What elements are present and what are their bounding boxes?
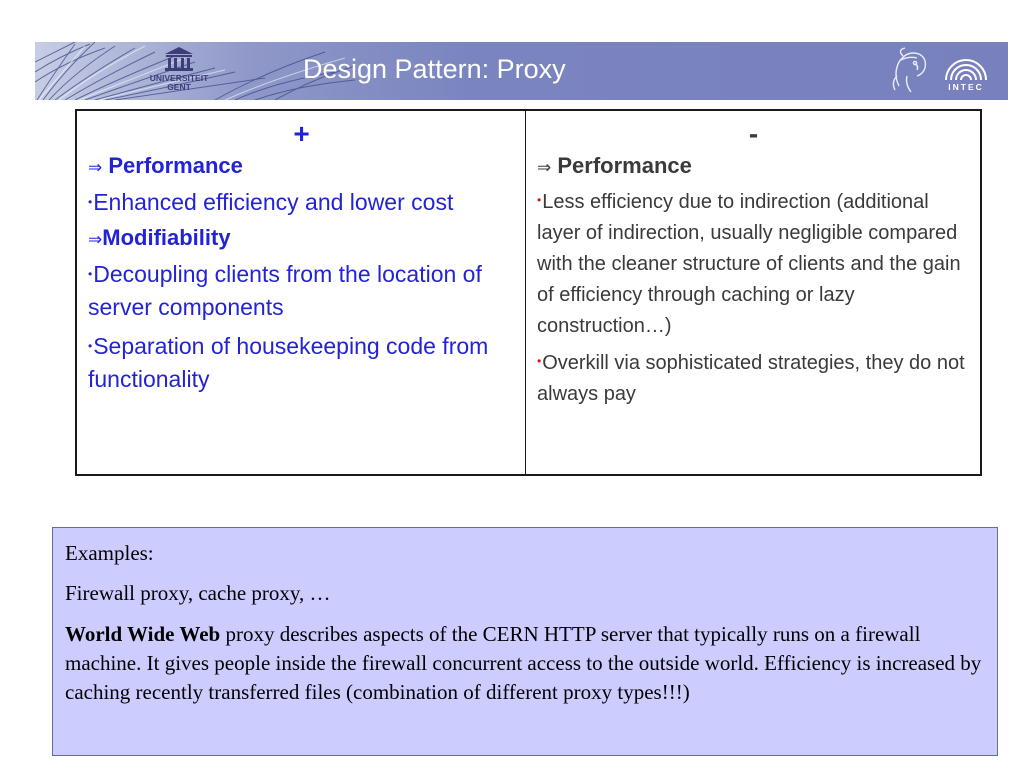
pros-heading-performance-label: Performance: [108, 153, 243, 178]
implies-arrow-icon: ⇒: [88, 230, 103, 249]
university-building-icon: [139, 46, 219, 72]
bullet-icon: •: [88, 339, 93, 353]
cons-symbol: -: [748, 118, 759, 149]
pros-heading-performance: [88, 153, 515, 181]
intec-logo: [940, 48, 992, 96]
implies-arrow-icon: ⇒: [88, 158, 103, 177]
university-logo-line-2: GENT: [167, 82, 191, 92]
pros-cons-table: [75, 109, 982, 476]
cons-item-text: Less efficiency due to indirection (additional layer of indirection, usually negligible compared with the cleaner structure of clients and the gain of efficiency through caching or lazy construction…): [537, 191, 961, 337]
examples-box: [52, 527, 998, 756]
pros-heading-modifiability-label: Modifiability: [102, 225, 231, 250]
examples-description: [65, 620, 985, 707]
pros-symbol: +: [293, 118, 310, 149]
cons-item: [537, 346, 970, 410]
pros-item: [88, 186, 515, 219]
cons-item-text: Overkill via sophisticated strategies, they do not always pay: [537, 352, 965, 405]
page-title: Design Pattern: Proxy: [303, 54, 566, 84]
university-logo-line-1: UNIVERSITEIT: [149, 73, 209, 83]
bullet-icon: •: [88, 195, 93, 209]
classical-head-icon: [885, 46, 933, 96]
intec-arches-icon: [940, 48, 992, 82]
examples-list: Firewall proxy, cache proxy, …: [65, 581, 331, 605]
pros-heading-modifiability: [88, 225, 515, 253]
pros-item-text: Separation of housekeeping code from functionality: [88, 333, 489, 392]
bullet-icon: •: [88, 267, 93, 281]
university-logo: [139, 46, 219, 96]
cons-item: [537, 185, 970, 342]
cons-column: [526, 111, 980, 474]
header-banner: [35, 42, 1008, 100]
examples-emphasis: World Wide Web: [65, 622, 221, 646]
pros-item-text: Decoupling clients from the location of server components: [88, 261, 482, 320]
bullet-icon: •: [537, 354, 542, 368]
cons-heading-performance: [537, 153, 970, 181]
bullet-icon: •: [537, 193, 542, 207]
pros-item-text: Enhanced efficiency and lower cost: [93, 189, 454, 215]
pros-column: [77, 111, 526, 474]
pros-item: [88, 330, 515, 396]
examples-description-text: proxy describes aspects of the CERN HTTP server that typically runs on a firewall machine. It gives people inside the firewall concurrent access to the outside world. Efficiency is increased by caching recently transferred files (combination of different proxy types!!!): [65, 622, 982, 704]
examples-label: Examples:: [65, 541, 154, 565]
pros-item: [88, 258, 515, 324]
intec-logo-text: INTEC: [948, 82, 984, 92]
implies-arrow-icon: ⇒: [537, 158, 552, 177]
cons-heading-performance-label: Performance: [557, 153, 692, 178]
